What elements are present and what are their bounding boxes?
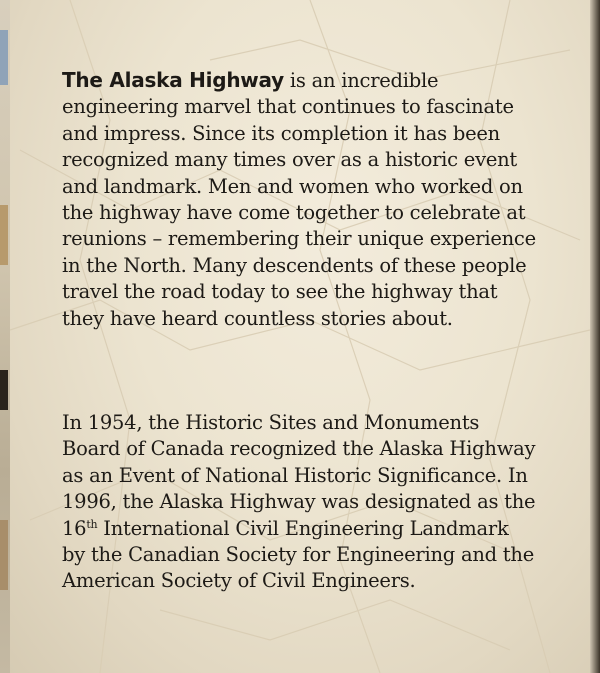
edge-color-mark <box>0 520 8 590</box>
text-line <box>62 67 562 94</box>
recognition-paragraph <box>62 410 562 595</box>
ordinal-number: 16 <box>62 516 87 540</box>
intro-paragraph <box>62 67 562 332</box>
text-line: in the North. Many descendents of these people <box>62 253 527 277</box>
text-line-rest: is an incredible <box>283 69 439 92</box>
text-line: and impress. Since its completion it has been <box>62 121 500 145</box>
text-line: engineering marvel that continues to fascinate <box>62 95 514 119</box>
text-line: reunions – remembering their unique experience <box>62 227 536 251</box>
text-line: American Society of Civil Engineers. <box>62 569 416 593</box>
exhibit-text-panel <box>10 0 590 673</box>
edge-color-mark <box>0 205 8 265</box>
text-line: travel the road today to see the highway that <box>62 280 498 304</box>
highway-title: The Alaska Highway <box>62 68 284 92</box>
text-line: the highway have come together to celebrate at <box>62 201 526 225</box>
text-line: In 1954, the Historic Sites and Monuments <box>62 411 480 434</box>
text-line-rest: International Civil Engineering Landmark <box>97 516 509 540</box>
edge-color-mark <box>0 30 8 85</box>
text-line: Board of Canada recognized the Alaska Highway <box>62 437 536 461</box>
adjacent-panel-edge <box>0 0 10 673</box>
edge-color-mark <box>0 370 8 410</box>
text-line: as an Event of National Historic Significance. In <box>62 463 528 487</box>
text-line: recognized many times over as a historic event <box>62 148 518 172</box>
text-line <box>62 516 562 542</box>
text-line: by the Canadian Society for Engineering and the <box>62 543 534 567</box>
ordinal-suffix: th <box>86 517 98 531</box>
text-line: 1996, the Alaska Highway was designated as the <box>62 490 536 514</box>
text-line: they have heard countless stories about. <box>62 306 453 330</box>
panel-shadow-edge <box>590 0 600 673</box>
text-line: and landmark. Men and women who worked on <box>62 174 523 198</box>
